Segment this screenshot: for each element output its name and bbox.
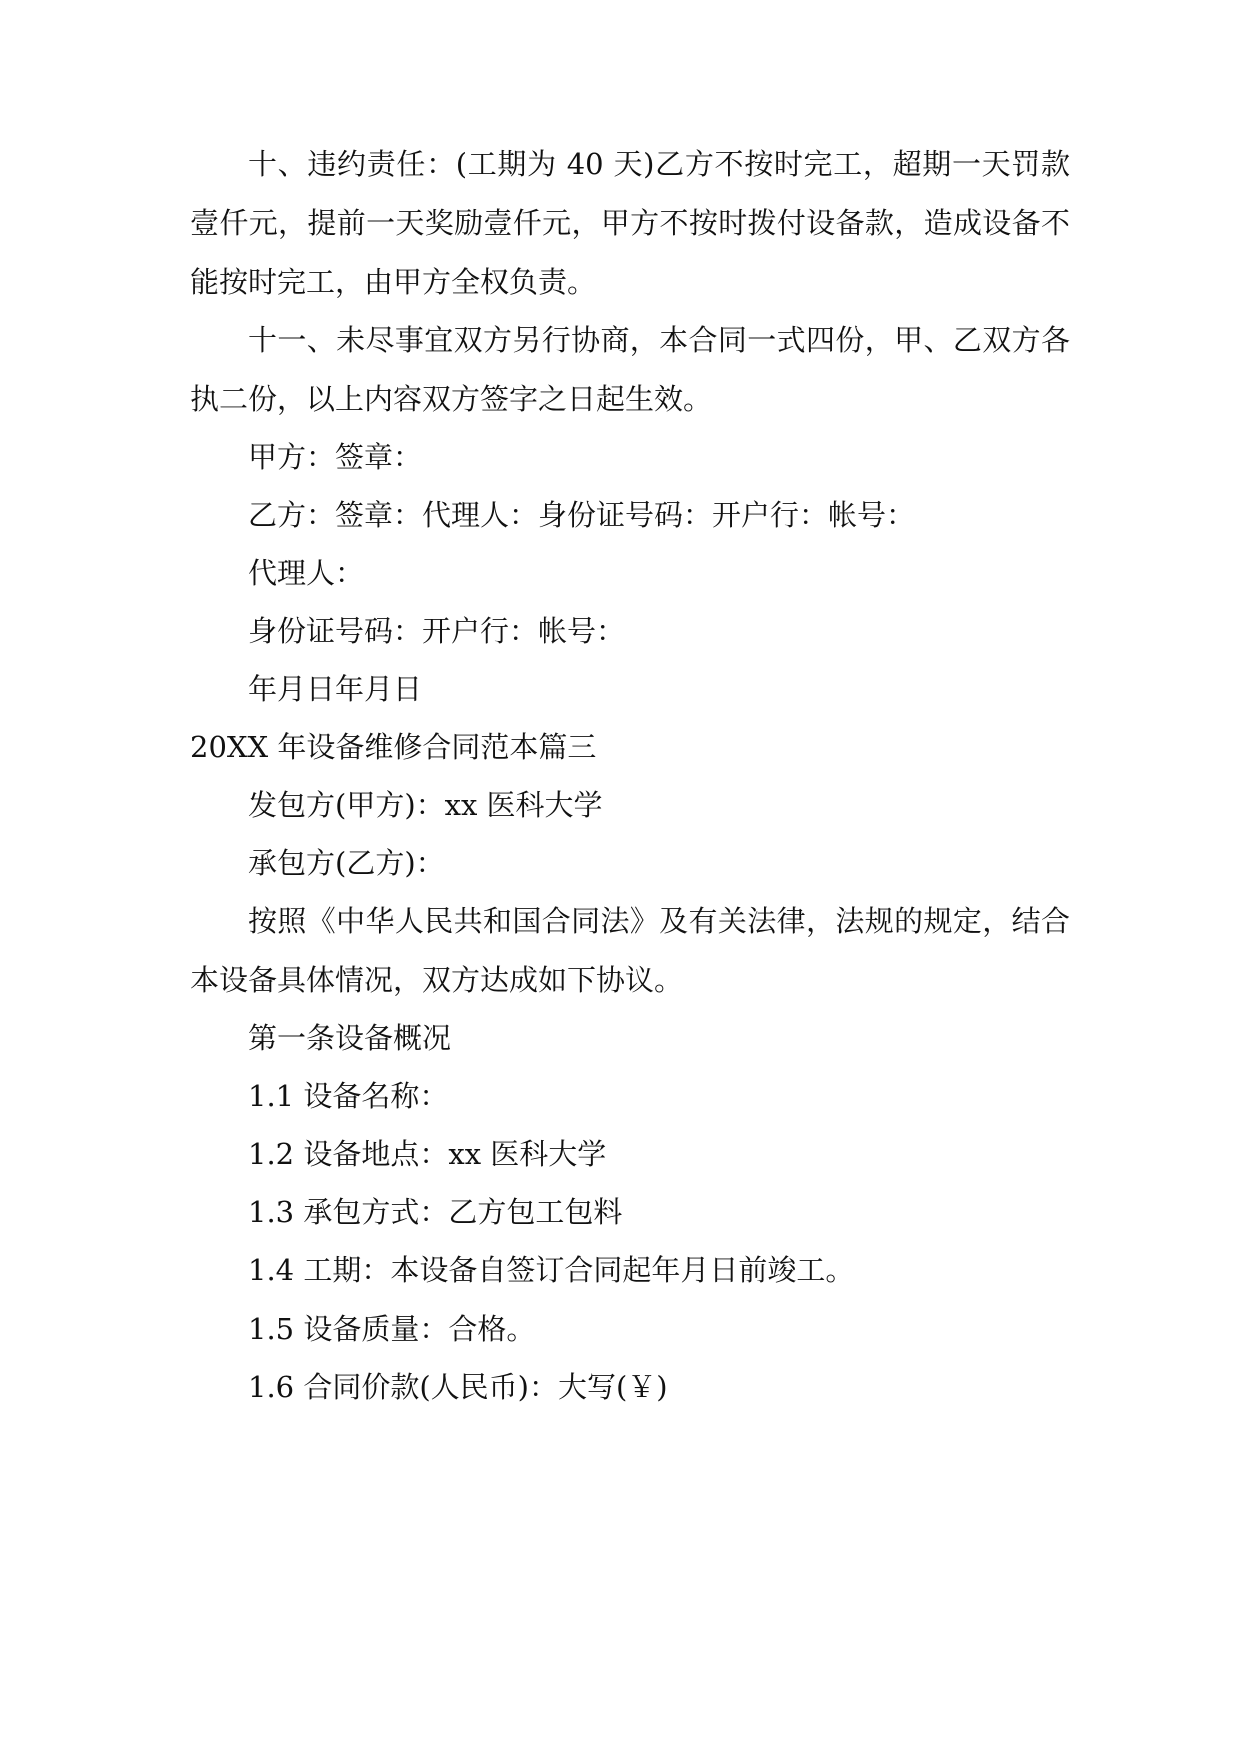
item-1-1: 1.1 设备名称： xyxy=(248,1079,449,1113)
preamble-line-2: 本设备具体情况，双方达成如下协议。 xyxy=(190,963,684,997)
clause-10-line-2: 壹仟元，提前一天奖励壹仟元，甲方不按时拨付设备款，造成设备不 xyxy=(190,206,1070,240)
item-1-4: 1.4 工期：本设备自签订合同起年月日前竣工。 xyxy=(248,1253,855,1287)
clause-10-line-3: 能按时完工，由甲方全权负责。 xyxy=(190,265,597,299)
contractor-line: 承包方(乙方)： xyxy=(248,846,445,880)
item-1-5: 1.5 设备质量：合格。 xyxy=(248,1312,536,1346)
section-title: 20XX 年设备维修合同范本篇三 xyxy=(190,730,597,764)
employer-line: 发包方(甲方)：xx 医科大学 xyxy=(248,788,603,822)
party-a-signature: 甲方：签章： xyxy=(248,440,423,474)
item-1-6: 1.6 合同价款(人民币)：大写(￥) xyxy=(248,1370,668,1404)
clause-11-line-1: 十一、未尽事宜双方另行协商，本合同一式四份，甲、乙双方各 xyxy=(248,323,1070,357)
date-line: 年月日年月日 xyxy=(248,672,423,706)
id-bank-account-line: 身份证号码：开户行：帐号： xyxy=(248,614,626,648)
preamble-line-1: 按照《中华人民共和国合同法》及有关法律，法规的规定，结合 xyxy=(248,904,1070,938)
clause-11-line-2: 执二份，以上内容双方签字之日起生效。 xyxy=(190,382,713,416)
item-1-2: 1.2 设备地点：xx 医科大学 xyxy=(248,1137,607,1171)
item-1-3: 1.3 承包方式：乙方包工包料 xyxy=(248,1195,623,1229)
article-1-title: 第一条设备概况 xyxy=(248,1021,452,1055)
clause-10-line-1: 十、违约责任：(工期为 40 天)乙方不按时完工，超期一天罚款 xyxy=(248,147,1070,181)
agent-line: 代理人： xyxy=(248,556,365,590)
party-b-signature: 乙方：签章：代理人：身份证号码：开户行：帐号： xyxy=(248,498,916,532)
